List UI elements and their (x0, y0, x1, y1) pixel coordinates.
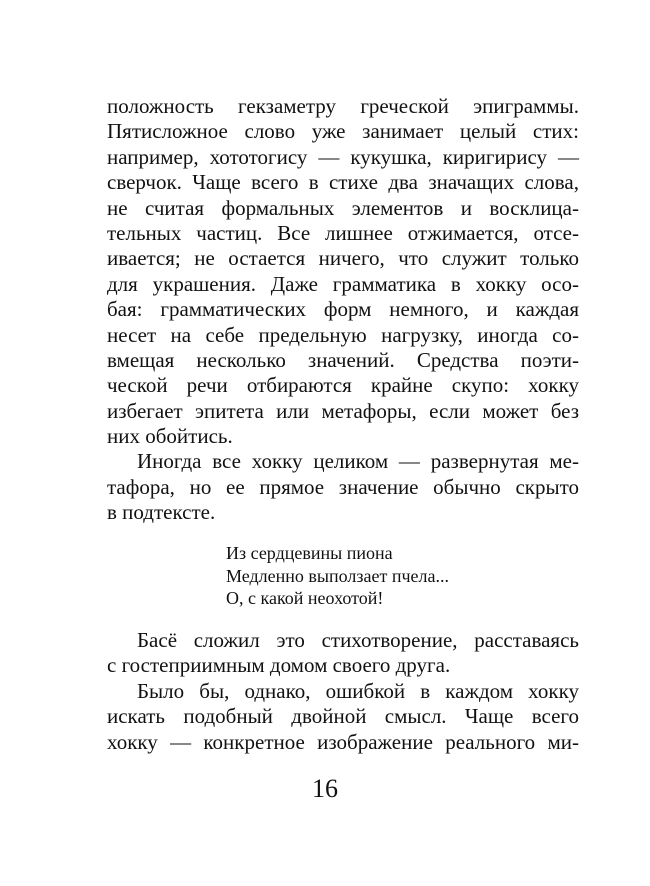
text-line: для украшения. Даже грамматика в хокку осо- (107, 271, 579, 296)
text-block-lower (107, 628, 579, 755)
page-number: 16 (312, 774, 338, 803)
text-line: Было бы, однако, ошибкой в каждом хокку (137, 678, 579, 703)
text-line: не считая формальных элементов и восклица- (107, 195, 579, 220)
text-line: ивается; не остается ничего, что служит только (107, 246, 579, 271)
text-line: сверчок. Чаще всего в стихе два значащих слова, (107, 170, 579, 195)
text-line: хокку — конкретное изображение реального ми- (107, 729, 579, 754)
paragraph-4 (107, 679, 579, 755)
poem-line: Из сердцевины пиона (226, 543, 393, 563)
text-line: бая: грамматических форм немного, и каждая (107, 297, 579, 322)
text-line: избегает эпитета или метафоры, если может без (107, 398, 579, 423)
text-line: тельных частиц. Все лишнее отжимается, отсе- (107, 220, 579, 245)
text-line: положность гекзаметру греческой эпиграммы. (107, 94, 579, 118)
text-block-upper (107, 94, 579, 526)
poem-line: Медленно выползает пчела... (226, 565, 449, 586)
text-line: в подтексте. (107, 500, 216, 525)
text-line: несет на себе предельную нагрузку, иногда со- (107, 322, 579, 347)
text-line: них обойтись. (107, 424, 233, 449)
text-line: например, хототогису — кукушка, киригирису — (107, 144, 579, 169)
text-line: тафора, но ее прямое значение обычно скрыто (107, 474, 579, 499)
text-line: ческой речи отбираются крайне скупо: хокку (107, 373, 579, 398)
text-line: Пятисложное слово уже занимает целый стих: (107, 119, 579, 144)
paragraph-1 (107, 94, 579, 449)
paragraph-3 (107, 628, 579, 679)
paragraph-2 (107, 449, 579, 525)
text-line: вмещая несколько значений. Средства поэти- (107, 347, 579, 372)
poem-line: О, с какой неохотой! (226, 588, 384, 609)
haiku-poem (226, 542, 449, 610)
text-line: искать подобный двойной смысл. Чаще всего (107, 704, 579, 729)
text-line: с гостеприимным домом своего друга. (107, 653, 451, 678)
text-line: Иногда все хокку целиком — развернутая ме- (137, 449, 579, 474)
text-line: Басё сложил это стихотворение, расставаясь (137, 628, 579, 652)
